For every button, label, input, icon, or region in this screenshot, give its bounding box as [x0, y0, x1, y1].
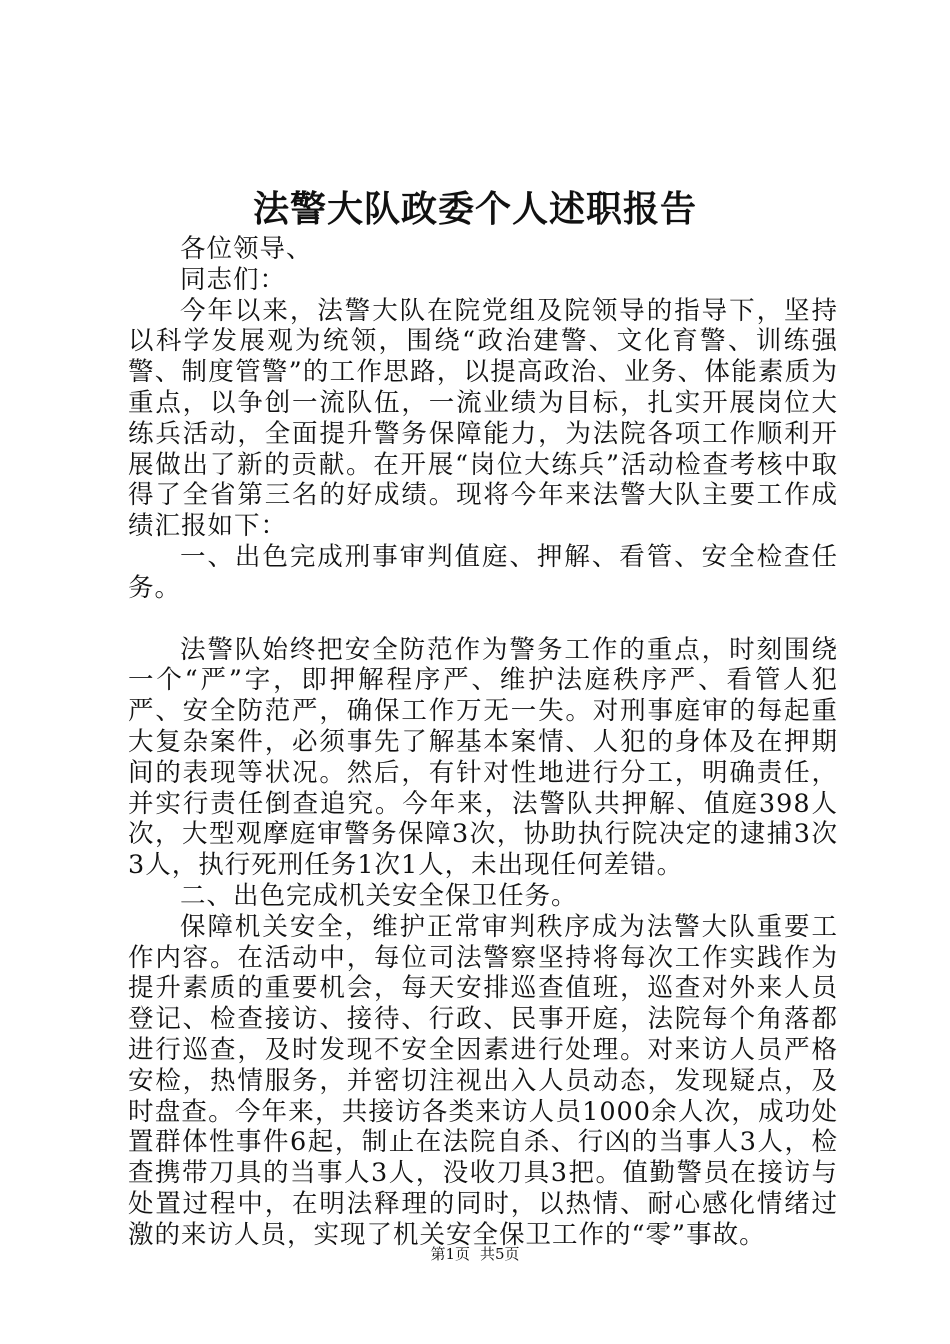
- salutation-line-1: 各位领导、: [180, 234, 313, 264]
- page-number: 第1页: [430, 1245, 470, 1263]
- section-heading-1: 一、出色完成刑事审判值庭、押解、看管、安全检查任务。: [128, 541, 838, 603]
- page-total: 共5页: [480, 1245, 520, 1263]
- section-2-paragraph: 保障机关安全，维护正常审判秩序成为法警大队重要工作内容。在活动中，每位司法警察坚持将每次工作实践作为提升素质的重要机会，每天安排巡查值班，巡查对外来人员登记、检查接访、接待、行政、民事开庭，法院每个角落都进行巡查，及时发现不安全因素进行处理。对来访人员严格安检，热情服务，并密切注视出入人员动态，发现疑点，及时盘查。今年来，共接访各类来访人员1000余人次，成功处置群体性事件6起，制止在法院自杀、行凶的当事人3人，检查携带刀具的当事人3人，没收刀具3把。值勤警员在接访与处置过程中，在明法释理的同时，以热情、耐心感化情绪过激的来访人员，实现了机关安全保卫工作的“零”事故。: [128, 911, 838, 1250]
- document-title: 法警大队政委个人述职报告: [252, 188, 697, 230]
- section-1-paragraph: 法警队始终把安全防范作为警务工作的重点，时刻围绕一个“严”字，即押解程序严、维护法庭秩序严、看管人犯严、安全防范严，确保工作万无一失。对刑事庭审的每起重大复杂案件，必须事先了解基本案情、人犯的身体及在押期间的表现等状况。然后，有针对性地进行分工，明确责任，并实行责任倒查追究。今年来，法警队共押解、值庭398人次，大型观摩庭审警务保障3次，协助执行院决定的逮捕3次3人，执行死刑任务1次1人，未出现任何差错。: [128, 634, 838, 881]
- salutation-line-2: 同志们：: [180, 264, 287, 295]
- page-footer: [0, 1244, 950, 1264]
- document-body: [128, 234, 838, 1251]
- intro-paragraph: 今年以来，法警大队在院党组及院领导的指导下，坚持以科学发展观为统领，围绕“政治建警、文化育警、训练强警、制度管警”的工作思路，以提高政治、业务、体能素质为重点，以争创一流队伍，一流业绩为目标，扎实开展岗位大练兵活动，全面提升警务保障能力，为法院各项工作顺利开展做出了新的贡献。在开展“岗位大练兵”活动检查考核中取得了全省第三名的好成绩。现将今年来法警大队主要工作成绩汇报如下：: [128, 295, 838, 542]
- section-heading-2: 二、出色完成机关安全保卫任务。: [180, 880, 578, 911]
